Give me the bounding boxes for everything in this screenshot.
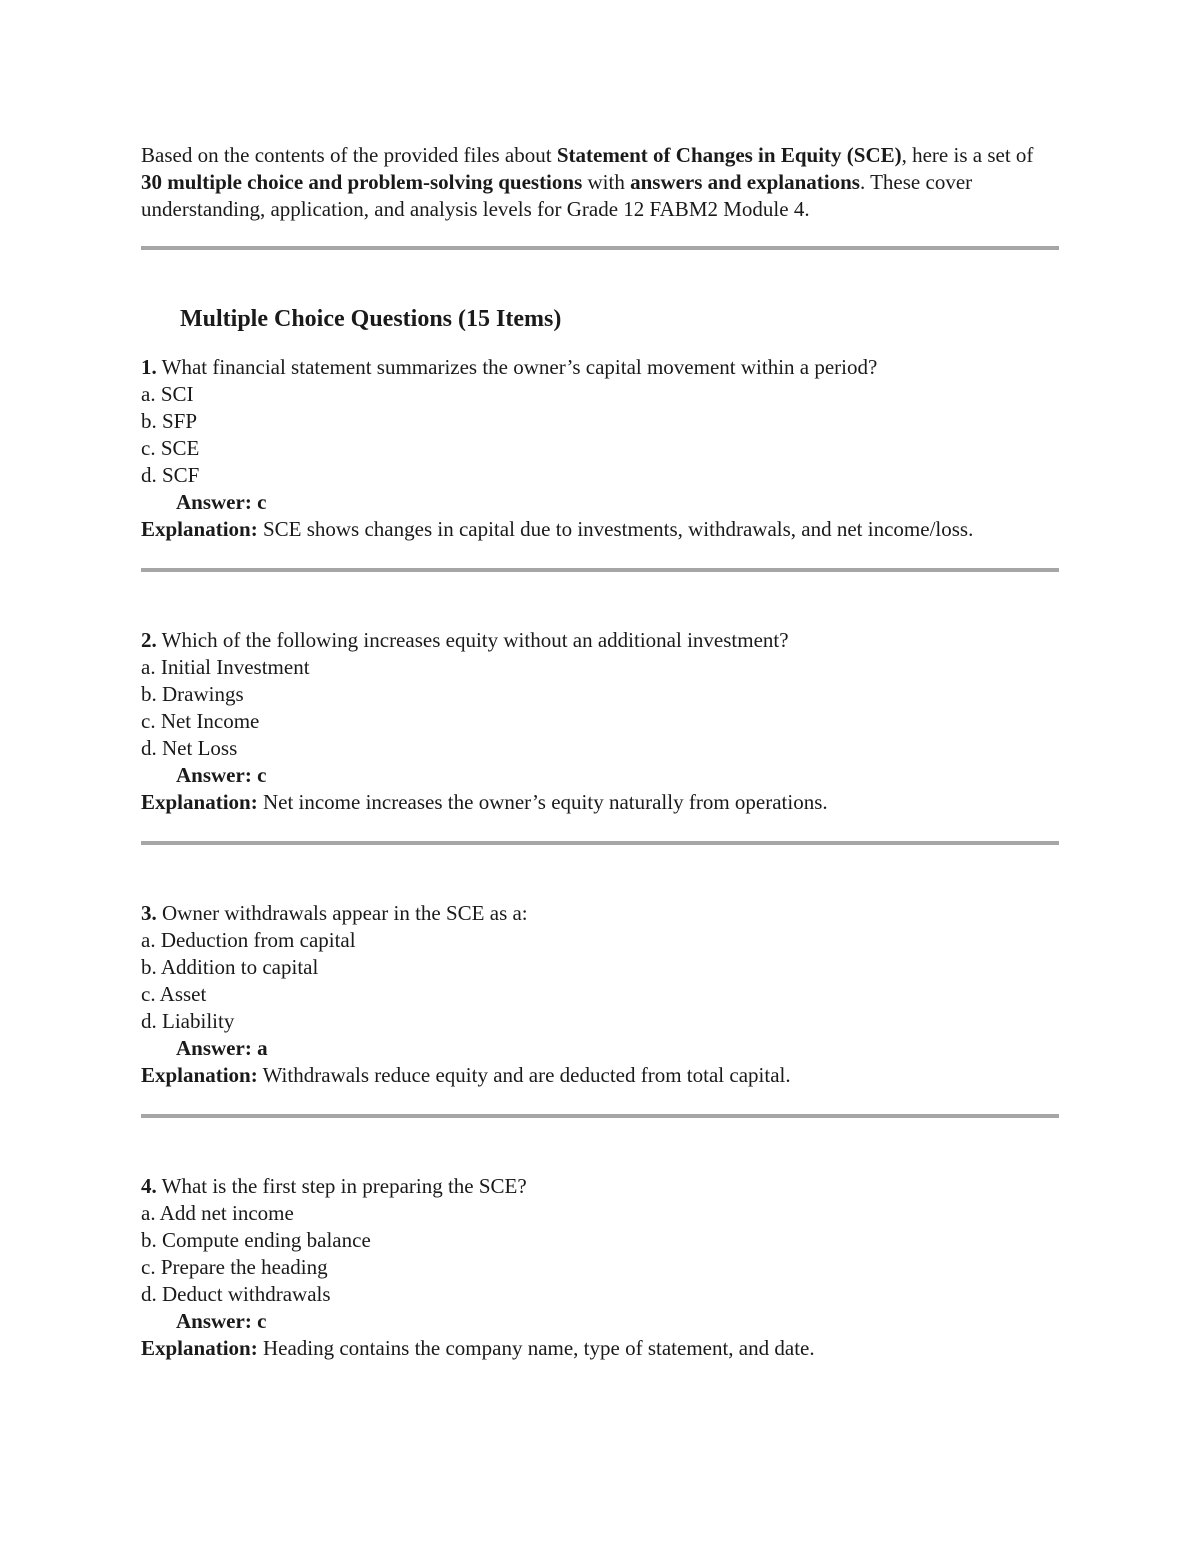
question-text: What is the first step in preparing the SCE? [161,1174,527,1198]
question-line [141,354,1059,381]
option-a: a. Add net income [141,1201,294,1225]
explanation-line [141,1335,1059,1362]
explanation-label: Explanation: [141,1063,258,1087]
answer-label: Answer: [176,763,252,787]
question-line [141,627,1059,654]
option-c: c. Prepare the heading [141,1255,328,1279]
question-number: 2. [141,628,157,652]
question-1 [141,354,1059,543]
intro-bold-count: 30 multiple choice and problem-solving questions [141,170,583,194]
explanation-text: SCE shows changes in capital due to investments, withdrawals, and net income/loss. [262,517,974,541]
section-title: Multiple Choice Questions (15 Items) [180,306,562,332]
option-a: a. Deduction from capital [141,928,356,952]
answer-value: c [257,763,267,787]
horizontal-rule [141,568,1059,572]
question-2 [141,627,1059,816]
explanation-label: Explanation: [141,1336,258,1360]
horizontal-rule [141,246,1059,250]
intro-paragraph [141,142,1059,223]
explanation-line [141,1062,1059,1089]
explanation-text: Withdrawals reduce equity and are deducted from total capital. [262,1063,791,1087]
intro-text-4: . These cover understanding, application, and analysis levels for Grade 12 FABM2 Module 4. [141,170,973,221]
intro-text-2: , here is a set of [901,143,1034,167]
answer-value: c [257,490,267,514]
option-d: d. Deduct withdrawals [141,1282,331,1306]
question-text: What financial statement summarizes the owner’s capital movement within a period? [161,355,878,379]
intro-bold-sce: Statement of Changes in Equity (SCE) [556,143,902,167]
answer-line [176,762,1059,789]
question-number: 1. [141,355,157,379]
option-b: b. Addition to capital [141,955,319,979]
explanation-label: Explanation: [141,790,258,814]
question-line [141,900,1059,927]
option-c: c. Asset [141,982,207,1006]
option-a: a. SCI [141,382,194,406]
answer-label: Answer: [176,490,252,514]
horizontal-rule [141,841,1059,845]
explanation-label: Explanation: [141,517,258,541]
explanation-text: Heading contains the company name, type of statement, and date. [262,1336,815,1360]
question-3 [141,900,1059,1089]
answer-value: c [257,1309,267,1333]
question-number: 4. [141,1174,157,1198]
option-b: b. Drawings [141,682,244,706]
intro-text-3: with [582,170,631,194]
answer-label: Answer: [176,1309,252,1333]
explanation-line [141,789,1059,816]
option-c: c. SCE [141,436,200,460]
document-page [141,142,1059,1362]
option-d: d. Liability [141,1009,235,1033]
answer-line [176,1035,1059,1062]
question-text: Which of the following increases equity without an additional investment? [161,628,789,652]
answer-label: Answer: [176,1036,252,1060]
intro-text-1: Based on the contents of the provided files about [141,143,557,167]
intro-bold-answers: answers and explanations [630,170,860,194]
question-line [141,1173,1059,1200]
explanation-text: Net income increases the owner’s equity naturally from operations. [262,790,828,814]
question-4 [141,1173,1059,1362]
question-number: 3. [141,901,157,925]
answer-value: a [257,1036,268,1060]
option-c: c. Net Income [141,709,260,733]
option-d: d. Net Loss [141,736,238,760]
question-text: Owner withdrawals appear in the SCE as a: [162,901,528,925]
explanation-line [141,516,1059,543]
answer-line [176,1308,1059,1335]
answer-line [176,489,1059,516]
option-d: d. SCF [141,463,200,487]
option-a: a. Initial Investment [141,655,310,679]
horizontal-rule [141,1114,1059,1118]
option-b: b. Compute ending balance [141,1228,371,1252]
option-b: b. SFP [141,409,198,433]
